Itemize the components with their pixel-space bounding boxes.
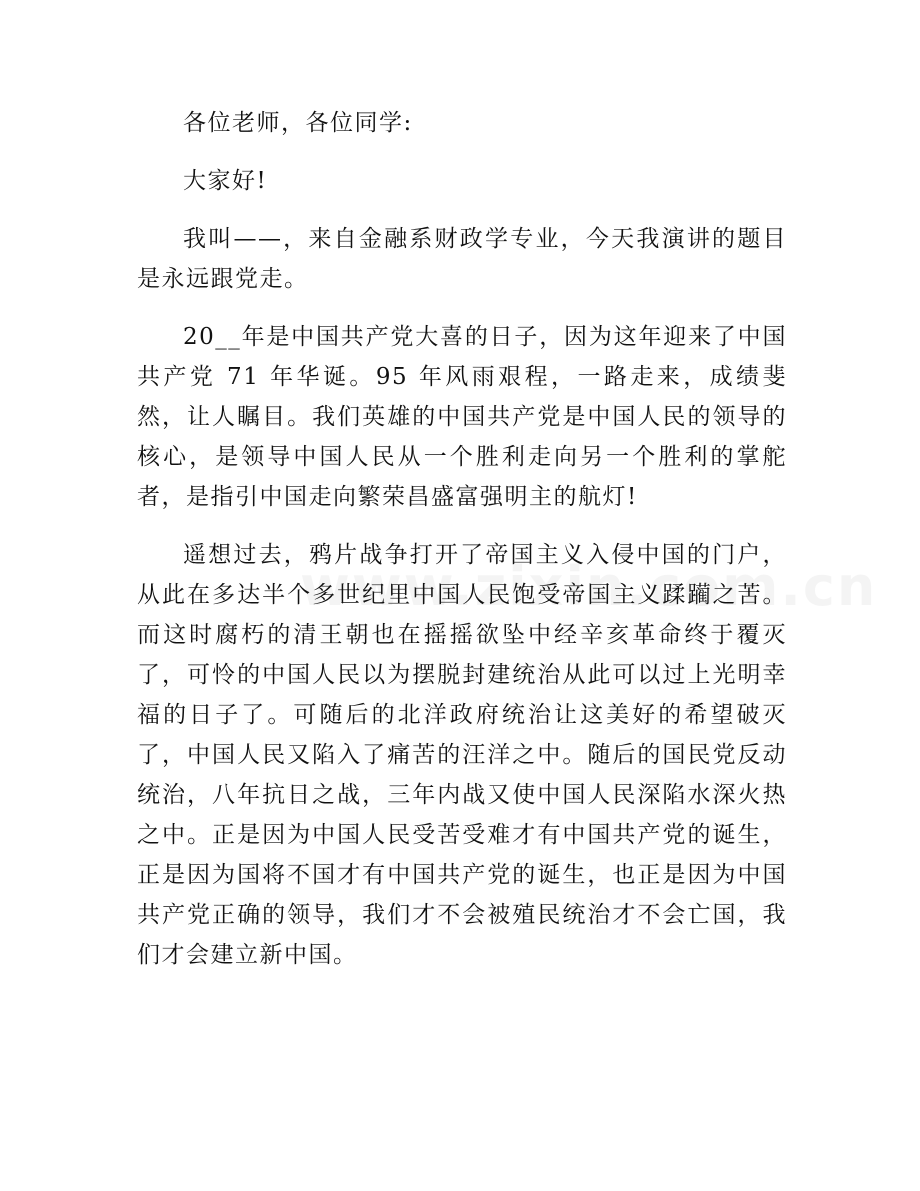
greeting-paragraph: 各位老师，各位同学: [183, 110, 413, 136]
hello-paragraph: 大家好! [183, 168, 268, 194]
document-body [137, 103, 787, 993]
anniversary-paragraph: 20__年是中国共产党大喜的日子，因为这年迎来了中国共产党 71 年华诞。95 年风雨艰程，一路走来，成绩斐然，让人瞩目。我们英雄的中国共产党是中国人民的领导的核心，是领导中国人民从一个胜利走向另一个胜利的掌舵者，是指引中国走向繁荣昌盛富强明主的航灯! [137, 324, 787, 510]
history-paragraph: 遥想过去，鸦片战争打开了帝国主义入侵中国的门户，从此在多达半个多世纪里中国人民饱受帝国主义蹂躏之苦。而这时腐朽的清王朝也在摇摇欲坠中经辛亥革命终于覆灭了，可怜的中国人民以为摆脱封建统治从此可以过上光明幸福的日子了。可随后的北洋政府统治让这美好的希望破灭了，中国人民又陷入了痛苦的汪洋之中。随后的国民党反动统治，八年抗日之战，三年内战又使中国人民深陷水深火热之中。正是因为中国人民受苦受难才有中国共产党的诞生，正是因为国将不国才有中国共产党的诞生，也正是因为中国共产党正确的领导，我们才不会被殖民统治才不会亡国，我们才会建立新中国。 [137, 542, 787, 968]
intro-paragraph: 我叫——，来自金融系财政学专业，今天我演讲的题目是永远跟党走。 [137, 226, 787, 292]
